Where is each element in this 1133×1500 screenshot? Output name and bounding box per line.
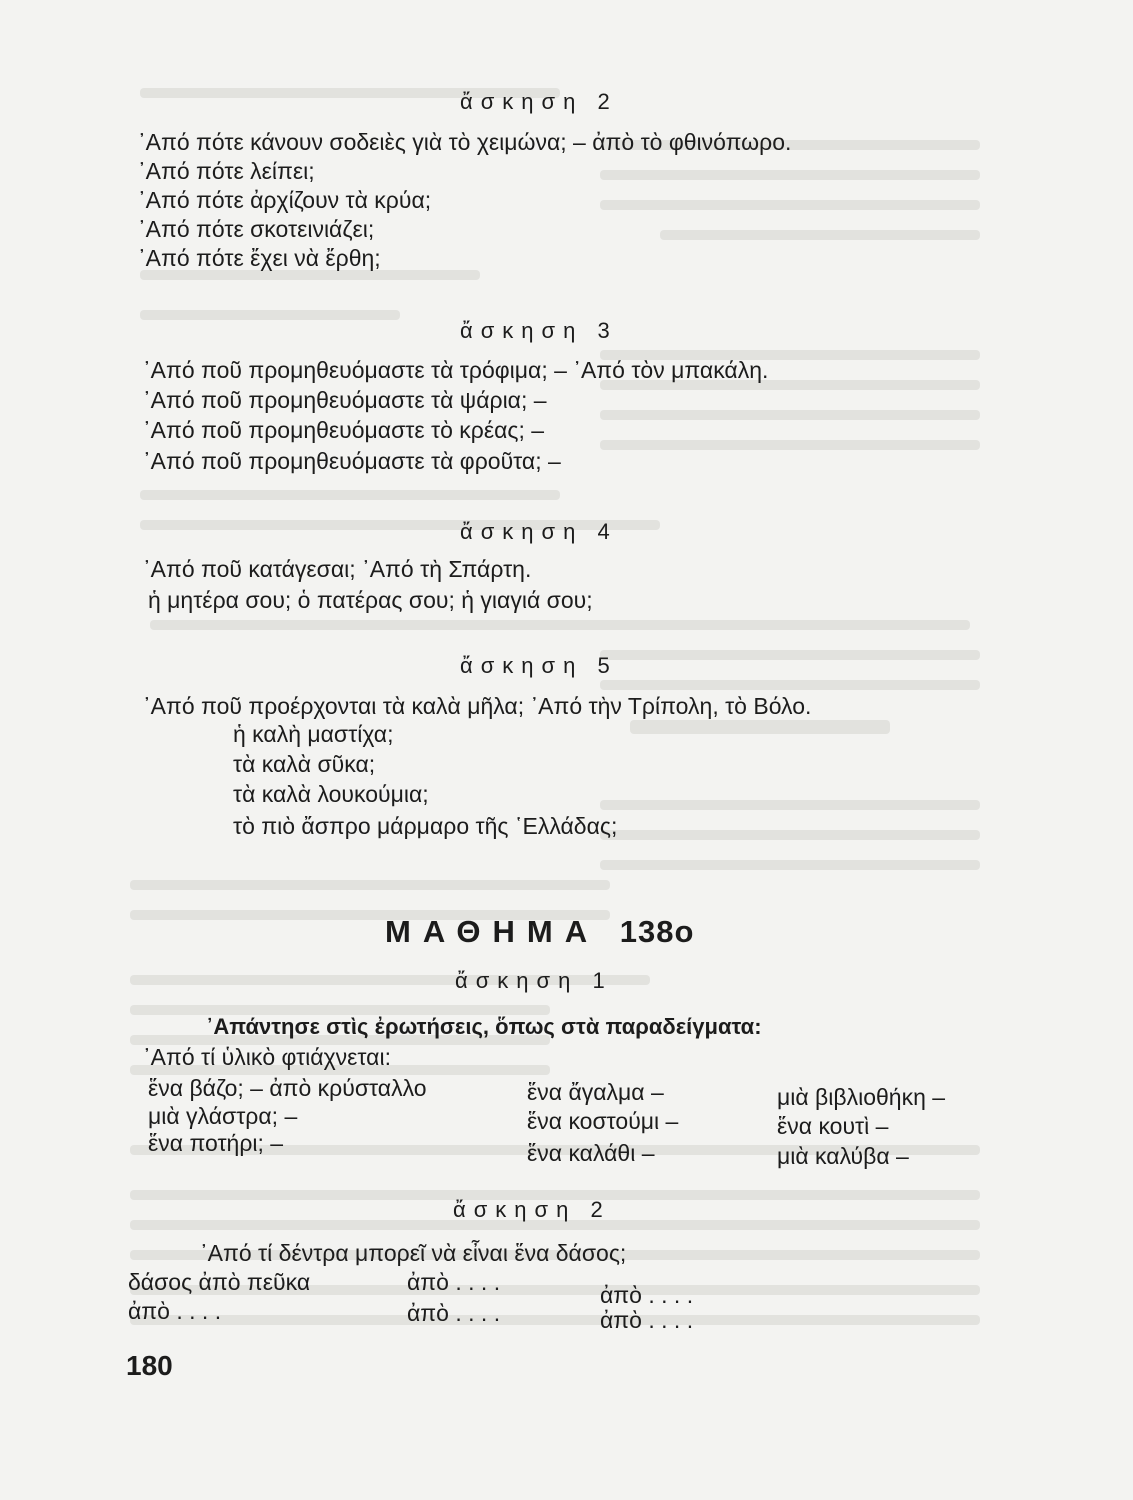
exercise-heading: ἄσκηση 5: [460, 653, 618, 678]
exercise-line: ᾿Από πότε ἔχει νὰ ἔρθη;: [138, 245, 381, 271]
exercise-cell: ἀπὸ . . . .: [600, 1282, 694, 1308]
exercise-cell: μιὰ καλύβα –: [777, 1143, 909, 1169]
exercise-line: ᾿Από ποῦ κατάγεσαι; ᾿Από τὴ Σπάρτη.: [143, 556, 532, 582]
exercise-line: τὰ καλὰ σῦκα;: [233, 751, 376, 777]
lesson-title-word: ΜΑΘΗΜΑ: [385, 914, 600, 949]
exercise-question: ᾿Από τί δέντρα μπορεῖ νὰ εἶναι ἕνα δάσος;: [200, 1240, 627, 1266]
exercise-line: ἡ καλὴ μαστίχα;: [233, 721, 394, 747]
exercise-line: ᾿Από ποῦ προμηθευόμαστε τὰ φροῦτα; –: [143, 448, 561, 474]
exercise-line: ᾿Από πότε κάνουν σοδειὲς γιὰ τὸ χειμώνα; – ἀπὸ τὸ φθινόπωρο.: [138, 129, 792, 155]
exercise-cell: ἀπὸ . . . .: [128, 1298, 222, 1324]
exercise-cell: ἕνα ἄγαλμα –: [527, 1079, 664, 1105]
exercise-line: ᾿Από πότε σκοτεινιάζει;: [138, 216, 375, 242]
lesson-title: [385, 914, 694, 950]
exercise-line: τὸ πιὸ ἄσπρο μάρμαρο τῆς ῾Ελλάδας;: [233, 813, 618, 839]
exercise-line: τὰ καλὰ λουκούμια;: [233, 781, 429, 807]
exercise-cell: ἕνα κουτὶ –: [777, 1113, 889, 1139]
exercise-line: ᾿Από ποῦ προμηθευόμαστε τὰ τρόφιμα; – ᾿Από τὸν μπακάλη.: [143, 357, 769, 383]
exercise-line: ᾿Από ποῦ προμηθευόμαστε τὰ ψάρια; –: [143, 387, 547, 413]
exercise-cell: ἀπὸ . . . .: [407, 1269, 501, 1295]
exercise-line: ᾿Από ποῦ προμηθευόμαστε τὸ κρέας; –: [143, 417, 545, 443]
page-number: 180: [126, 1350, 173, 1381]
exercise-line: ᾿Από πότε ἀρχίζουν τὰ κρύα;: [138, 187, 432, 213]
exercise-cell: ἕνα βάζο; – ἀπὸ κρύσταλλο: [148, 1075, 427, 1101]
exercise-cell: ἀπὸ . . . .: [600, 1307, 694, 1333]
exercise-heading: ἄσκηση 2: [460, 89, 618, 114]
exercise-cell: μιὰ βιβλιοθήκη –: [777, 1084, 946, 1110]
exercise-instruction: ᾿Απάντησε στὶς ἐρωτήσεις, ὅπως στὰ παραδείγματα:: [206, 1014, 762, 1039]
exercise-line: ἡ μητέρα σου; ὁ πατέρας σου; ἡ γιαγιά σου;: [148, 587, 593, 613]
exercise-cell: δάσος ἀπὸ πεῦκα: [128, 1269, 311, 1295]
exercise-cell: ἕνα ποτήρι; –: [148, 1130, 284, 1156]
exercise-question: ᾿Από τί ὑλικὸ φτιάχνεται:: [143, 1044, 391, 1070]
exercise-cell: ἕνα κοστούμι –: [527, 1108, 679, 1134]
exercise-heading: ἄσκηση 1: [455, 968, 613, 993]
lesson-number: 138ο: [619, 914, 695, 949]
exercise-heading: ἄσκηση 2: [453, 1197, 611, 1222]
exercise-cell: ἀπὸ . . . .: [407, 1300, 501, 1326]
exercise-line: ᾿Από ποῦ προέρχονται τὰ καλὰ μῆλα; ᾿Από τὴν Τρίπολη, τὸ Βόλο.: [143, 693, 812, 719]
exercise-line: ᾿Από πότε λείπει;: [138, 158, 315, 184]
exercise-heading: ἄσκηση 3: [460, 318, 618, 343]
exercise-heading: ἄσκηση 4: [460, 519, 618, 544]
exercise-cell: μιὰ γλάστρα; –: [148, 1103, 298, 1129]
exercise-cell: ἕνα καλάθι –: [527, 1140, 655, 1166]
